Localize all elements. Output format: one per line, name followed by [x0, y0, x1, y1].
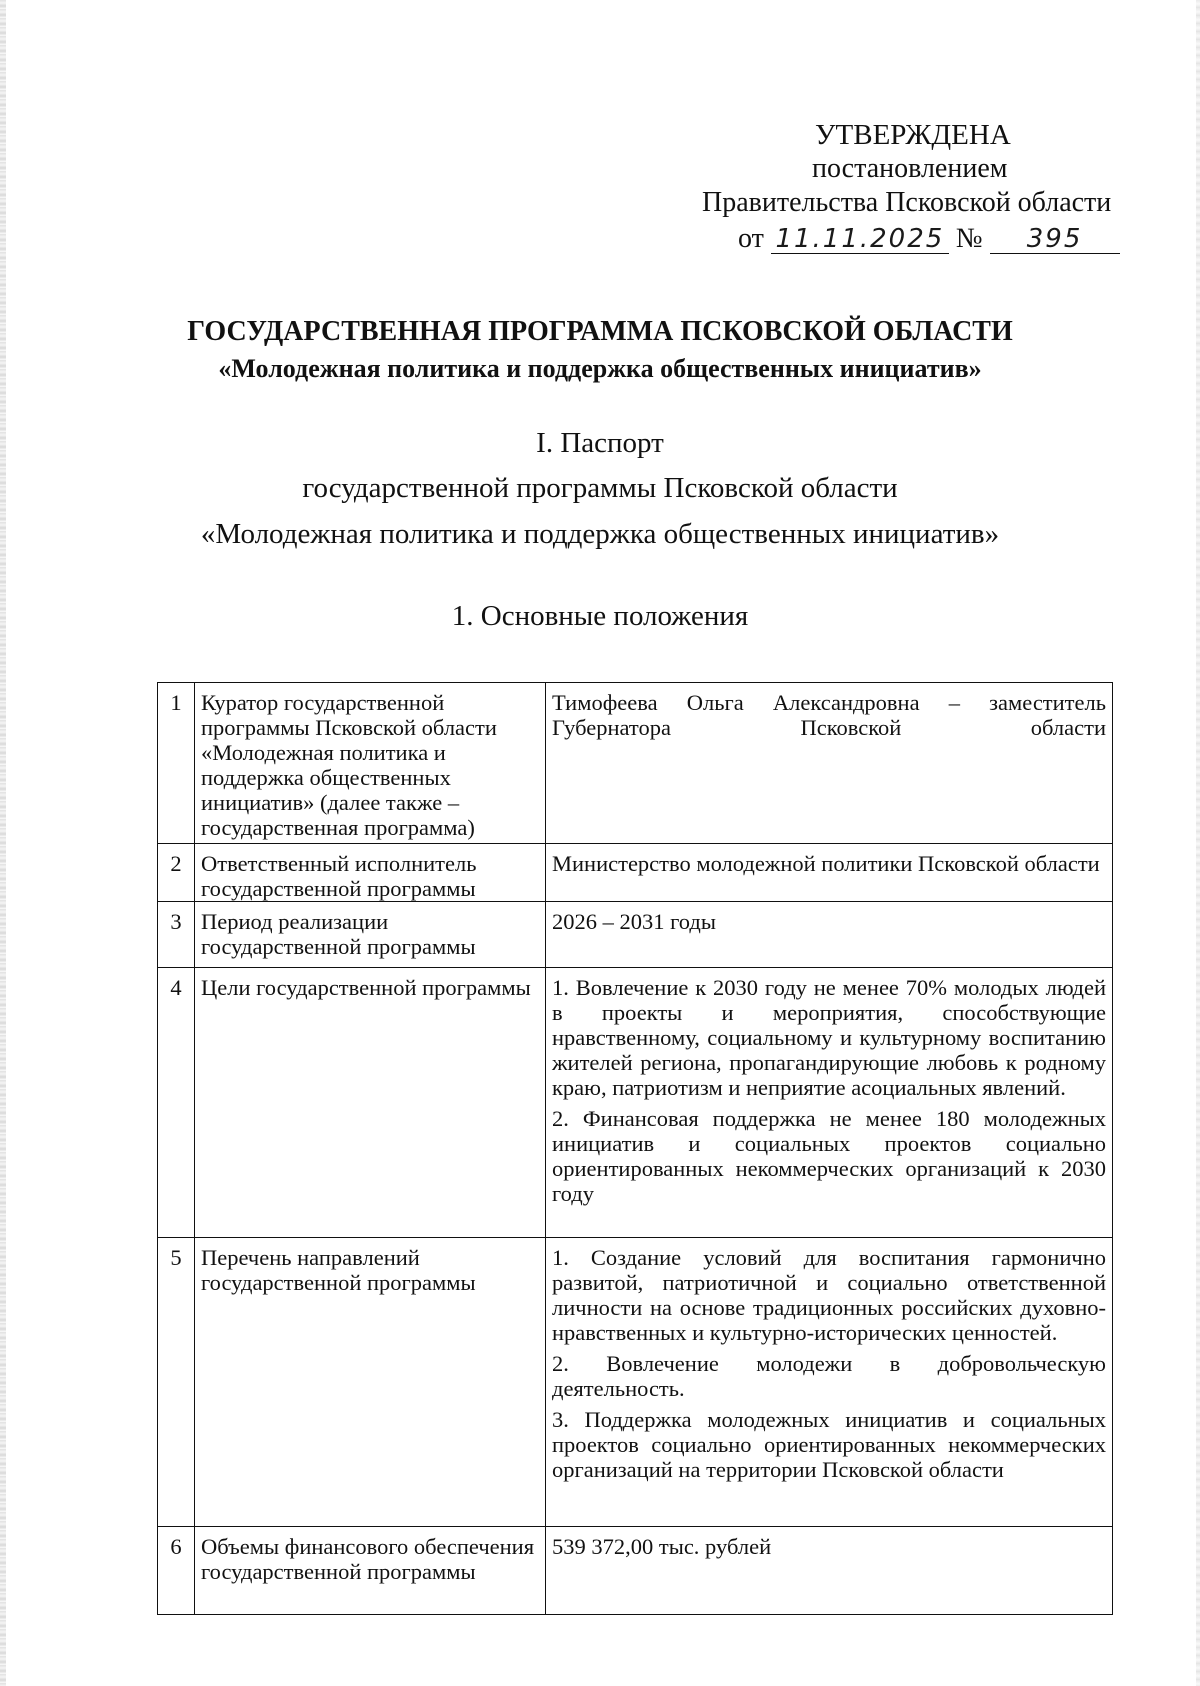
section-program-name: «Молодежная политика и поддержка общественных инициатив» — [200, 518, 1000, 550]
row-value-paragraph: 539 372,00 тыс. рублей — [552, 1534, 772, 1559]
row-value — [546, 1238, 1113, 1527]
table-row — [158, 968, 1113, 1238]
row-label: Куратор государственной программы Псковской области «Молодежная политика и поддержка общественных инициатив» (далее также – государственная программа) — [195, 683, 546, 844]
table-row — [158, 902, 1113, 968]
row-label: Ответственный исполнитель государственной программы — [195, 844, 546, 902]
scan-edge-left — [0, 0, 6, 1686]
approval-stamp-block — [690, 118, 1130, 256]
row-value — [546, 683, 1113, 844]
row-label: Объемы финансового обеспечения государственной программы — [195, 1527, 546, 1615]
approval-line-government: Правительства Псковской области — [702, 187, 1112, 218]
table-row — [158, 683, 1113, 844]
table-row — [158, 1527, 1113, 1615]
table-row — [158, 844, 1113, 902]
row-value-paragraph: Министерство молодежной политики Псковской области — [552, 851, 1100, 876]
number-sign: № — [955, 223, 983, 254]
row-value — [546, 902, 1113, 968]
row-value-paragraph: 3. Поддержка молодежных инициатив и социальных проектов социально ориентированных некоммерческих организаций на территории Псковской области — [552, 1407, 1106, 1482]
program-title: ГОСУДАРСТВЕННАЯ ПРОГРАММА ПСКОВСКОЙ ОБЛАСТИ — [187, 316, 1013, 347]
table-row — [158, 1238, 1113, 1527]
row-value — [546, 1527, 1113, 1615]
row-value-paragraph: 2. Вовлечение молодежи в добровольческую деятельность. — [552, 1351, 1106, 1401]
scan-edge-right — [1196, 0, 1200, 1686]
section-heading: I. Паспорт — [536, 427, 664, 459]
section-subheading: государственной программы Псковской области — [302, 472, 898, 504]
row-number: 5 — [158, 1238, 195, 1527]
row-number: 6 — [158, 1527, 195, 1615]
row-value-paragraph: 2. Финансовая поддержка не менее 180 молодежных инициатив и социальных проектов социально ориентированных некоммерческих организаций к 2030 году — [552, 1106, 1106, 1206]
program-name: «Молодежная политика и поддержка общественных инициатив» — [218, 354, 982, 383]
date-prefix: от — [738, 223, 764, 254]
row-value — [546, 968, 1113, 1238]
row-value-paragraph: 2026 – 2031 годы — [552, 909, 716, 934]
passport-table — [157, 682, 1113, 1615]
row-label: Перечень направлений государственной программы — [195, 1238, 546, 1527]
row-label: Цели государственной программы — [195, 968, 546, 1238]
row-value — [546, 844, 1113, 902]
handwritten-date: 11.11.2025 — [771, 225, 949, 254]
row-value-paragraph: Тимофеева Ольга Александровна – заместитель Губернатора Псковской области — [552, 690, 1106, 740]
approval-date-line — [738, 222, 1130, 256]
handwritten-number: 395 — [990, 225, 1120, 254]
row-number: 1 — [158, 683, 195, 844]
row-label: Период реализации государственной программы — [195, 902, 546, 968]
approval-heading: УТВЕРЖДЕНА — [815, 119, 1011, 151]
row-value-paragraph: 1. Вовлечение к 2030 году не менее 70% молодых людей в проекты и мероприятия, способствующие нравственному, социальному и культурному воспитанию жителей региона, пропагандирующие любовь к родному краю, патриотизм и неприятие асоциальных явлений. — [552, 975, 1106, 1100]
row-value-paragraph: 1. Создание условий для воспитания гармонично развитой, патриотичной и социально ответственной личности на основе традиционных российских духовно-нравственных и культурно-исторических ценностей. — [552, 1245, 1106, 1345]
row-number: 3 — [158, 902, 195, 968]
row-number: 4 — [158, 968, 195, 1238]
subsection-heading: 1. Основные положения — [451, 600, 749, 632]
row-number: 2 — [158, 844, 195, 902]
approval-line-resolution: постановлением — [812, 153, 1008, 184]
